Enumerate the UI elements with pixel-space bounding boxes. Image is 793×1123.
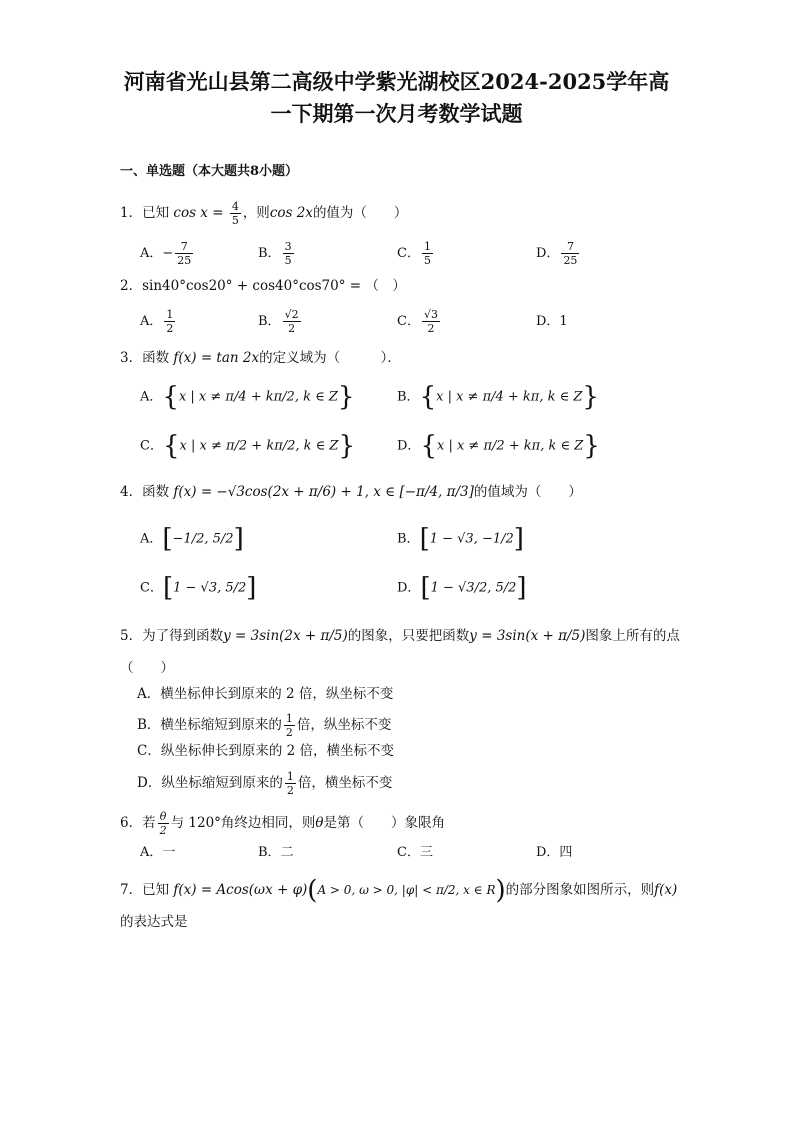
q2-option-c: C． $\frac{√3}{2}$: [397, 308, 438, 335]
q6-option-d: D．四: [536, 845, 573, 860]
math-expr: y = 3sin(x + π/5): [469, 628, 586, 644]
question-text: 已知: [142, 205, 170, 221]
q6-option-a: A．一: [140, 845, 176, 860]
q2-option-d: D．1: [536, 314, 568, 329]
q5-option-c: C．纵坐标伸长到原来的 2 倍，横坐标不变: [137, 743, 395, 759]
question-4: 4．函数 f(x) = −√3cos(2x + π/6) + 1, x ∈ [−π/4, π/3]的值域为（ ）: [120, 484, 582, 500]
q3-option-c: C．{x | x ≠ π/2 + kπ/2, k ∈ Z}: [140, 431, 355, 461]
question-text: sin40°cos20° + cos40°cos70° = （ ）: [142, 278, 406, 294]
math-expr: f(x) = Acos(ωx + φ): [173, 882, 308, 898]
question-number: 2．: [120, 278, 143, 294]
q3-option-d: D．{x | x ≠ π/2 + kπ, k ∈ Z}: [397, 431, 600, 461]
q3-option-a: A．{x | x ≠ π/4 + kπ/2, k ∈ Z}: [140, 382, 355, 412]
exam-title-line2: 一下期第一次月考数学试题: [270, 101, 523, 126]
q5-option-b: B．横坐标缩短到原来的 $\frac{1}{2}$ 倍，纵坐标不变: [137, 712, 392, 739]
q5-option-d: D．纵坐标缩短到原来的 $\frac{1}{2}$ 倍，横坐标不变: [137, 770, 393, 797]
question-text: ，则: [242, 205, 270, 221]
q4-option-b: B．[1 − √3, −1/2]: [397, 524, 524, 554]
q3-option-b: B．{x | x ≠ π/4 + kπ, k ∈ Z}: [397, 382, 599, 412]
q5-option-a: A．横坐标伸长到原来的 2 倍，纵坐标不变: [137, 686, 394, 702]
question-5: 5．为了得到函数y = 3sin(2x + π/5)的图象，只要把函数y = 3sin(x + π/5)图象上所有的点: [120, 628, 680, 644]
q1-option-d: D． $\frac{7}{25}$: [536, 240, 578, 267]
question-7: 7．已知 f(x) = Acos(ωx + φ)(A > 0, ω > 0, |φ| < π/2, x ∈ R)的部分图象如图所示，则f(x): [120, 875, 678, 906]
math-expr: f(x) = tan 2x: [173, 350, 260, 366]
q4-option-a: A．[−1/2, 5/2]: [140, 524, 244, 554]
q6-option-c: C．三: [397, 845, 433, 860]
q5-answer-paren: （ ）: [120, 660, 174, 676]
math-expr: A > 0, ω > 0, |φ| < π/2, x ∈ R: [317, 883, 496, 897]
exam-title-line1: 河南省光山县第二高级中学紫光湖校区2024-2025学年高: [123, 69, 670, 94]
q1-option-a: A．− $\frac{7}{25}$: [140, 240, 192, 267]
question-text: 的值为（ ）: [312, 205, 408, 221]
question-2: [120, 276, 406, 296]
question-3: 3．函数 f(x) = tan 2x的定义域为（ ）．: [120, 350, 401, 366]
q4-option-c: C．[1 − √3, 5/2]: [140, 573, 257, 603]
section-heading: 一、单选题（本大题共8小题）: [120, 164, 299, 179]
q6-option-b: B．二: [258, 845, 294, 860]
math-expr: y = 3sin(2x + π/5): [223, 628, 348, 644]
q1-option-c: C． $\frac{1}{5}$: [397, 240, 431, 267]
q2-option-a: A． $\frac{1}{2}$: [140, 308, 174, 335]
question-7-line2: 的表达式是: [120, 914, 188, 930]
math-expr: f(x) = −√3cos(2x + π/6) + 1, x ∈ [−π/4, π/3]: [173, 484, 474, 500]
fraction: $\frac{4}{5}$: [231, 200, 239, 227]
question-1: [120, 200, 407, 227]
question-6: 6．若 $\frac{\theta}{2}$ 与 120°角终边相同，则θ是第（ ）象限角: [120, 810, 446, 837]
q2-option-b: B． $\frac{√2}{2}$: [258, 308, 299, 335]
math-expr: cos 2x: [269, 205, 313, 221]
q4-option-d: D．[1 − √3/2, 5/2]: [397, 573, 527, 603]
q1-option-b: B． $\frac{3}{5}$: [258, 240, 292, 267]
math-expr: cos x =: [173, 205, 224, 221]
question-number: 1．: [120, 205, 143, 221]
